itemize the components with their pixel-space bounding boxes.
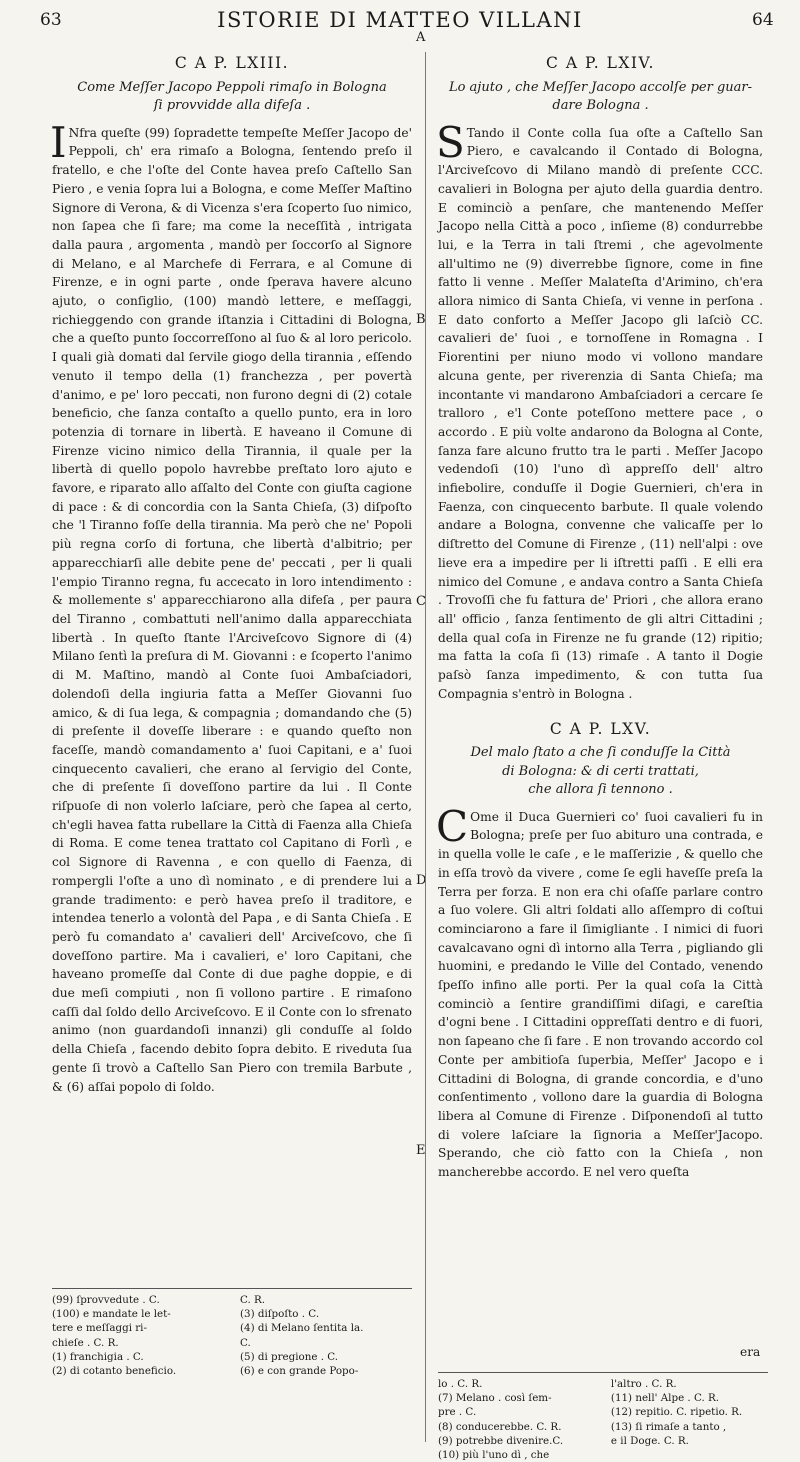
footnote: (12) repitio. C. ripetio. R. <box>610 1406 743 1419</box>
catchword: era <box>740 1345 761 1359</box>
footnote-row <box>52 1307 412 1321</box>
chapter-body <box>436 117 763 704</box>
footnote: (10) più l'uno dì , che <box>438 1449 550 1462</box>
footnote: (5) di pregione . C. <box>240 1350 339 1363</box>
subtitle-line: ſi provvidde alla difeſa . <box>153 98 311 114</box>
footnote-row <box>438 1448 768 1462</box>
footnote: (8) conducerebbe. C. R. <box>438 1420 562 1433</box>
chapter-text: Tando il Conte colla ſua oſte a Caſtello San Piero, e cavalcando il Contado di Bologna, l'Arciveſcovo di Milano mandò di preſente CCC. cavalieri in Bologna per ajuto della guardia dentro. E cominciò a penſare, che mantenendo Meſſer Jacopo nella Città a poco , inſieme (8) condurrebbe lui, e la Terra in tali ſtremi , che agevolmente all'ultimo ne (9) diverrebbe ſignore, come in fine fatto li venne . Meſſer Malateſta d'Arimino, ch'era allora nimico di Santa Chieſa, vi venne in perſona . E dato conforto a Meſſer Jacopo gli laſciò CC. cavalieri de' ſuoi , e tornoſſene in Romagna . I Fiorentini per niuno modo vi vollono mandare alcuna gente, per riverenzia di Santa Chieſa; ma incontante vi mandarono Ambaſciadori a cercare ſe tralloro , e'l Conte poteſſono mettere pace , o accordo . E più volte andarono da Bologna al Conte, ſanza fare alcuno frutto tra le parti . Meſſer Jacopo vedendoſi (10) l'uno dì appreſſo dell' altro infiebolire, conduſſe il Dogie Guernieri, ch'era in Faenza, con cinquecento barbute. Il quale volendo andare a Bologna, convenne che valicaſſe per lo diſtretto del Comune di Firenze , (11) nell'alpi : ove lieve era a impedire per li iſtretti paſſi . E elli era nimico del Comune , e andava contro a Santa Chieſa . Trovoſſi che fu fattura de' Priori , che allora erano all' officio , ſanza ſentimento de gli altri Cittadini ; della qual coſa in Firenze ne fu grande (12) ripitio; ma fatta la coſa ſi (13) rimaſe . A tanto il Dogie paſsò ſanza impedimento, & con tutta ſua Compagnia s'entrò in Bologna . <box>438 125 763 701</box>
footnote: (11) nell' Alpe . C. R. <box>610 1392 720 1405</box>
chapter-body <box>436 801 763 1182</box>
footnote: (9) potrebbe divenire.C. <box>438 1434 564 1447</box>
margin-letter-d: D <box>416 873 427 888</box>
subtitle-line: Lo ajuto , che Meſſer Jacopo accolſe per guar- <box>448 79 753 95</box>
footnote: C. <box>240 1336 251 1349</box>
chapter-subtitle <box>52 79 412 116</box>
margin-letter-a: A <box>416 30 426 45</box>
margin-letter-b: B <box>416 312 426 327</box>
running-title: ISTORIE DI MATTEO VILLANI <box>217 8 583 32</box>
footnote: lo . C. R. <box>438 1378 483 1390</box>
footnote: (6) e con grande Popo- <box>240 1365 359 1378</box>
footnote-row <box>52 1350 412 1364</box>
footnote-row <box>52 1321 412 1335</box>
column-divider <box>425 52 426 1442</box>
chapter-subtitle <box>438 79 763 116</box>
drop-cap: I <box>50 117 67 167</box>
footnote-row <box>438 1434 768 1448</box>
chapter-title: C A P. LXIII. <box>174 54 290 72</box>
footnote: (3) diſpoſto . C. <box>240 1308 320 1321</box>
right-column <box>438 48 763 1182</box>
margin-letter-c: C <box>416 594 426 609</box>
page-number-right: 64 <box>752 10 774 30</box>
footnote: (7) Melano . così ſem- <box>438 1392 552 1405</box>
subtitle-line: di Bologna: & di certi trattati, <box>502 763 699 779</box>
page-number-left: 63 <box>40 10 62 30</box>
footnote: tere e meſſaggi ri- <box>52 1322 147 1335</box>
left-column <box>52 48 412 1096</box>
margin-letter-e: E <box>416 1143 426 1158</box>
footnote: (13) ſi rimaſe a tanto , <box>610 1420 727 1433</box>
footnote <box>611 1448 768 1462</box>
footnote-row <box>438 1377 768 1391</box>
footnote: C. R. <box>240 1294 266 1306</box>
drop-cap: C <box>436 801 469 851</box>
footnote: (1) franchigia . C. <box>52 1350 144 1363</box>
drop-cap: S <box>436 117 465 167</box>
footnote: (100) e mandate le let- <box>52 1308 171 1321</box>
chapter-text: Nfra queſte (99) ſopradette tempeſte Meſſer Jacopo de' Peppoli, ch' era rimaſo a Bologna, ſentendo preſo il fratello, e che l'oſte del Conte havea preſo Caſtello San Piero , e venia ſopra lui a Bologna, e come Meſſer Maſtino Signore di Verona, & di Vicenza s'era ſcoperto ſuo nimico, non ſapea che ſi fare; ma come la neceſſità , intrigata dalla paura , argomenta , mandò per ſoccorſo al Signore di Melano, e al Marchefe di Ferrara, e al Comune di Firenze, e in ogni parte , onde ſperava havere alcuno ajuto, o conſiglio, (100) mandò lettere, e meſſaggi, richieggendo con grande iſtanzia i Cittadini di Bologna, che a queſto punto ſoccorreſſono al ſuo & al loro pericolo. I quali già domati dal ſervile giogo della tirannia , eſſendo venuto il tempo della (1) franchezza , per povertà d'animo, e pe' loro peccati, non furono degni di (2) cotale beneficio, che ſanza contaſto a quello punto, era in loro potenzia di tornare in libertà. E haveano il Comune di Firenze vicino nimico della Tirannia, il quale per la libertà di quello popolo havrebbe preſtato loro ajuto e favore, e riparato allo aſſalto del Conte con giuſta cagione di pace : & di concordia con la Santa Chieſa, (3) diſpoſto che 'l Tiranno foſſe della tirannia. Ma però che ne' Popoli più regna corſo di fortuna, che libertà d'albitrio; per apparecchiarſi alle debite pene de' peccati , per li quali l'empio Tiranno regna, fu accecato in loro intendimento : & mollemente s' apparecchiarono alla difeſa , per paura del Tiranno , combattuti nell'animo dalla apparecchiata libertà . In queſto ſtante l'Arciveſcovo Signore di (4) Milano ſentì la preſura di M. Giovanni : e ſcoperto l'animo di M. Maſtino, mandò al Conte ſuoi Ambaſciadori, dolendoſi della ingiuria fatta a Meſſer Giovanni ſuo amico, & di ſua lega, & compagnia ; domandando che (5) di preſente il doveſſe liberare : e quando queſto non faceſſe, mandò comandamento a' ſuoi Capitani, e a' ſuoi cinquecento cavalieri, che erano al ſervigio del Conte, che di preſente ſi doveſſono partire da lui . Il Conte riſpuoſe di non volerlo laſciare, però che ſapea al certo, ch'egli havea fatta rubellare la Città di Faenza alla Chieſa di Roma. E come tenea trattato col Capitano di Forlì , e col Signore di Ravenna , e con quello di Faenza, di rompergli l'oſte a uno dì nominato , e di prendere lui a grande tradimento: e però havea preſo il traditore, e intendea tenerlo a volontà del Papa , e di Santa Chieſa . E però fu comandato a' cavalieri dell' Arciveſcovo, che ſi doveſſono partire. Ma i cavalieri, e' loro Capitani, che haveano promeſſe dal Conte di due paghe doppie, e di due meſi compiuti , non ſi vollono partire . E rimaſono caſſi dal ſoldo dello Arciveſcovo. E il Conte con lo sfrenato animo (non guardandoſi innanzi) gli conduſſe al ſoldo della Chieſa , facendo debito ſopra debito. E riveduta ſua gente ſi trovò a Caſtello San Piero con tremila Barbute , & (6) aſſai popolo di ſoldo. <box>52 125 412 1094</box>
footnote-row <box>438 1391 768 1405</box>
footnote: e il Doge. C. R. <box>610 1434 689 1447</box>
chapter-text: Ome il Duca Guernieri co' ſuoi cavalieri fu in Bologna; preſe per ſuo abituro una contrada, e in quella volle le caſe , e le maſſerizie , & quello che in eſſa trovò da vivere , come ſe egli haveſſe preſa la Terra per forza. E non era chi oſaſſe parlare contro a ſuo volere. Gli altri ſoldati allo aſſempro di coſtui cominciarono a fare il ſimigliante . I nimici di fuori cavalcavano ogni dì intorno alla Terra , pigliando gli huomini, e predando le Ville del Contado, venendo ſpeſſo infino alle porti. Per la qual coſa la Città cominciò a ſentire grandiſſimi diſagi, e careſtia d'ogni bene . I Cittadini oppreſſati dentro e di fuori, non ſapeano che ſi fare . E non trovando accordo col Conte per ambitioſa ſuperbia, Meſſer' Jacopo e i Cittadini di Bologna, di grande concordia, e d'uno conſentimento , vollono dare la guardia di Bologna libera al Comune di Firenze . Diſponendoſi al tutto di volere laſciare la ſignoria a Meſſer'Jacopo. Sperando, che ciò fatto con la Chieſa , non mancherebbe accordo. E nel vero queſta <box>438 809 763 1180</box>
footnote-row <box>52 1336 412 1350</box>
footnote-row <box>52 1364 412 1378</box>
footnote: (2) di cotanto beneficio. <box>52 1365 177 1378</box>
footnotes-right <box>438 1372 768 1462</box>
footnote: l'altro . C. R. <box>610 1378 677 1390</box>
running-header <box>0 0 800 40</box>
footnote: chieſe . C. R. <box>52 1336 119 1349</box>
footnote-row <box>438 1405 768 1419</box>
subtitle-line: Del malo ſtato a che ſi conduſſe la Città <box>470 745 731 761</box>
footnotes-left <box>52 1288 412 1378</box>
chapter-title: C A P. LXV. <box>549 719 652 738</box>
footnote: pre . C. <box>438 1406 477 1419</box>
subtitle-line: Come Meſſer Jacopo Peppoli rimaſo in Bologna <box>77 79 387 95</box>
subtitle-line: che allora ſi tennono . <box>528 782 673 798</box>
footnote-row <box>438 1420 768 1434</box>
footnote-row <box>52 1293 412 1307</box>
footnote: (99) ſprovvedute . C. <box>52 1294 160 1306</box>
subtitle-line: dare Bologna . <box>552 98 649 114</box>
chapter-title: C A P. LXIV. <box>546 54 655 72</box>
chapter-subtitle <box>438 744 763 800</box>
chapter-body <box>50 117 412 1097</box>
footnote: (4) di Melano ſentita la. <box>240 1322 364 1335</box>
